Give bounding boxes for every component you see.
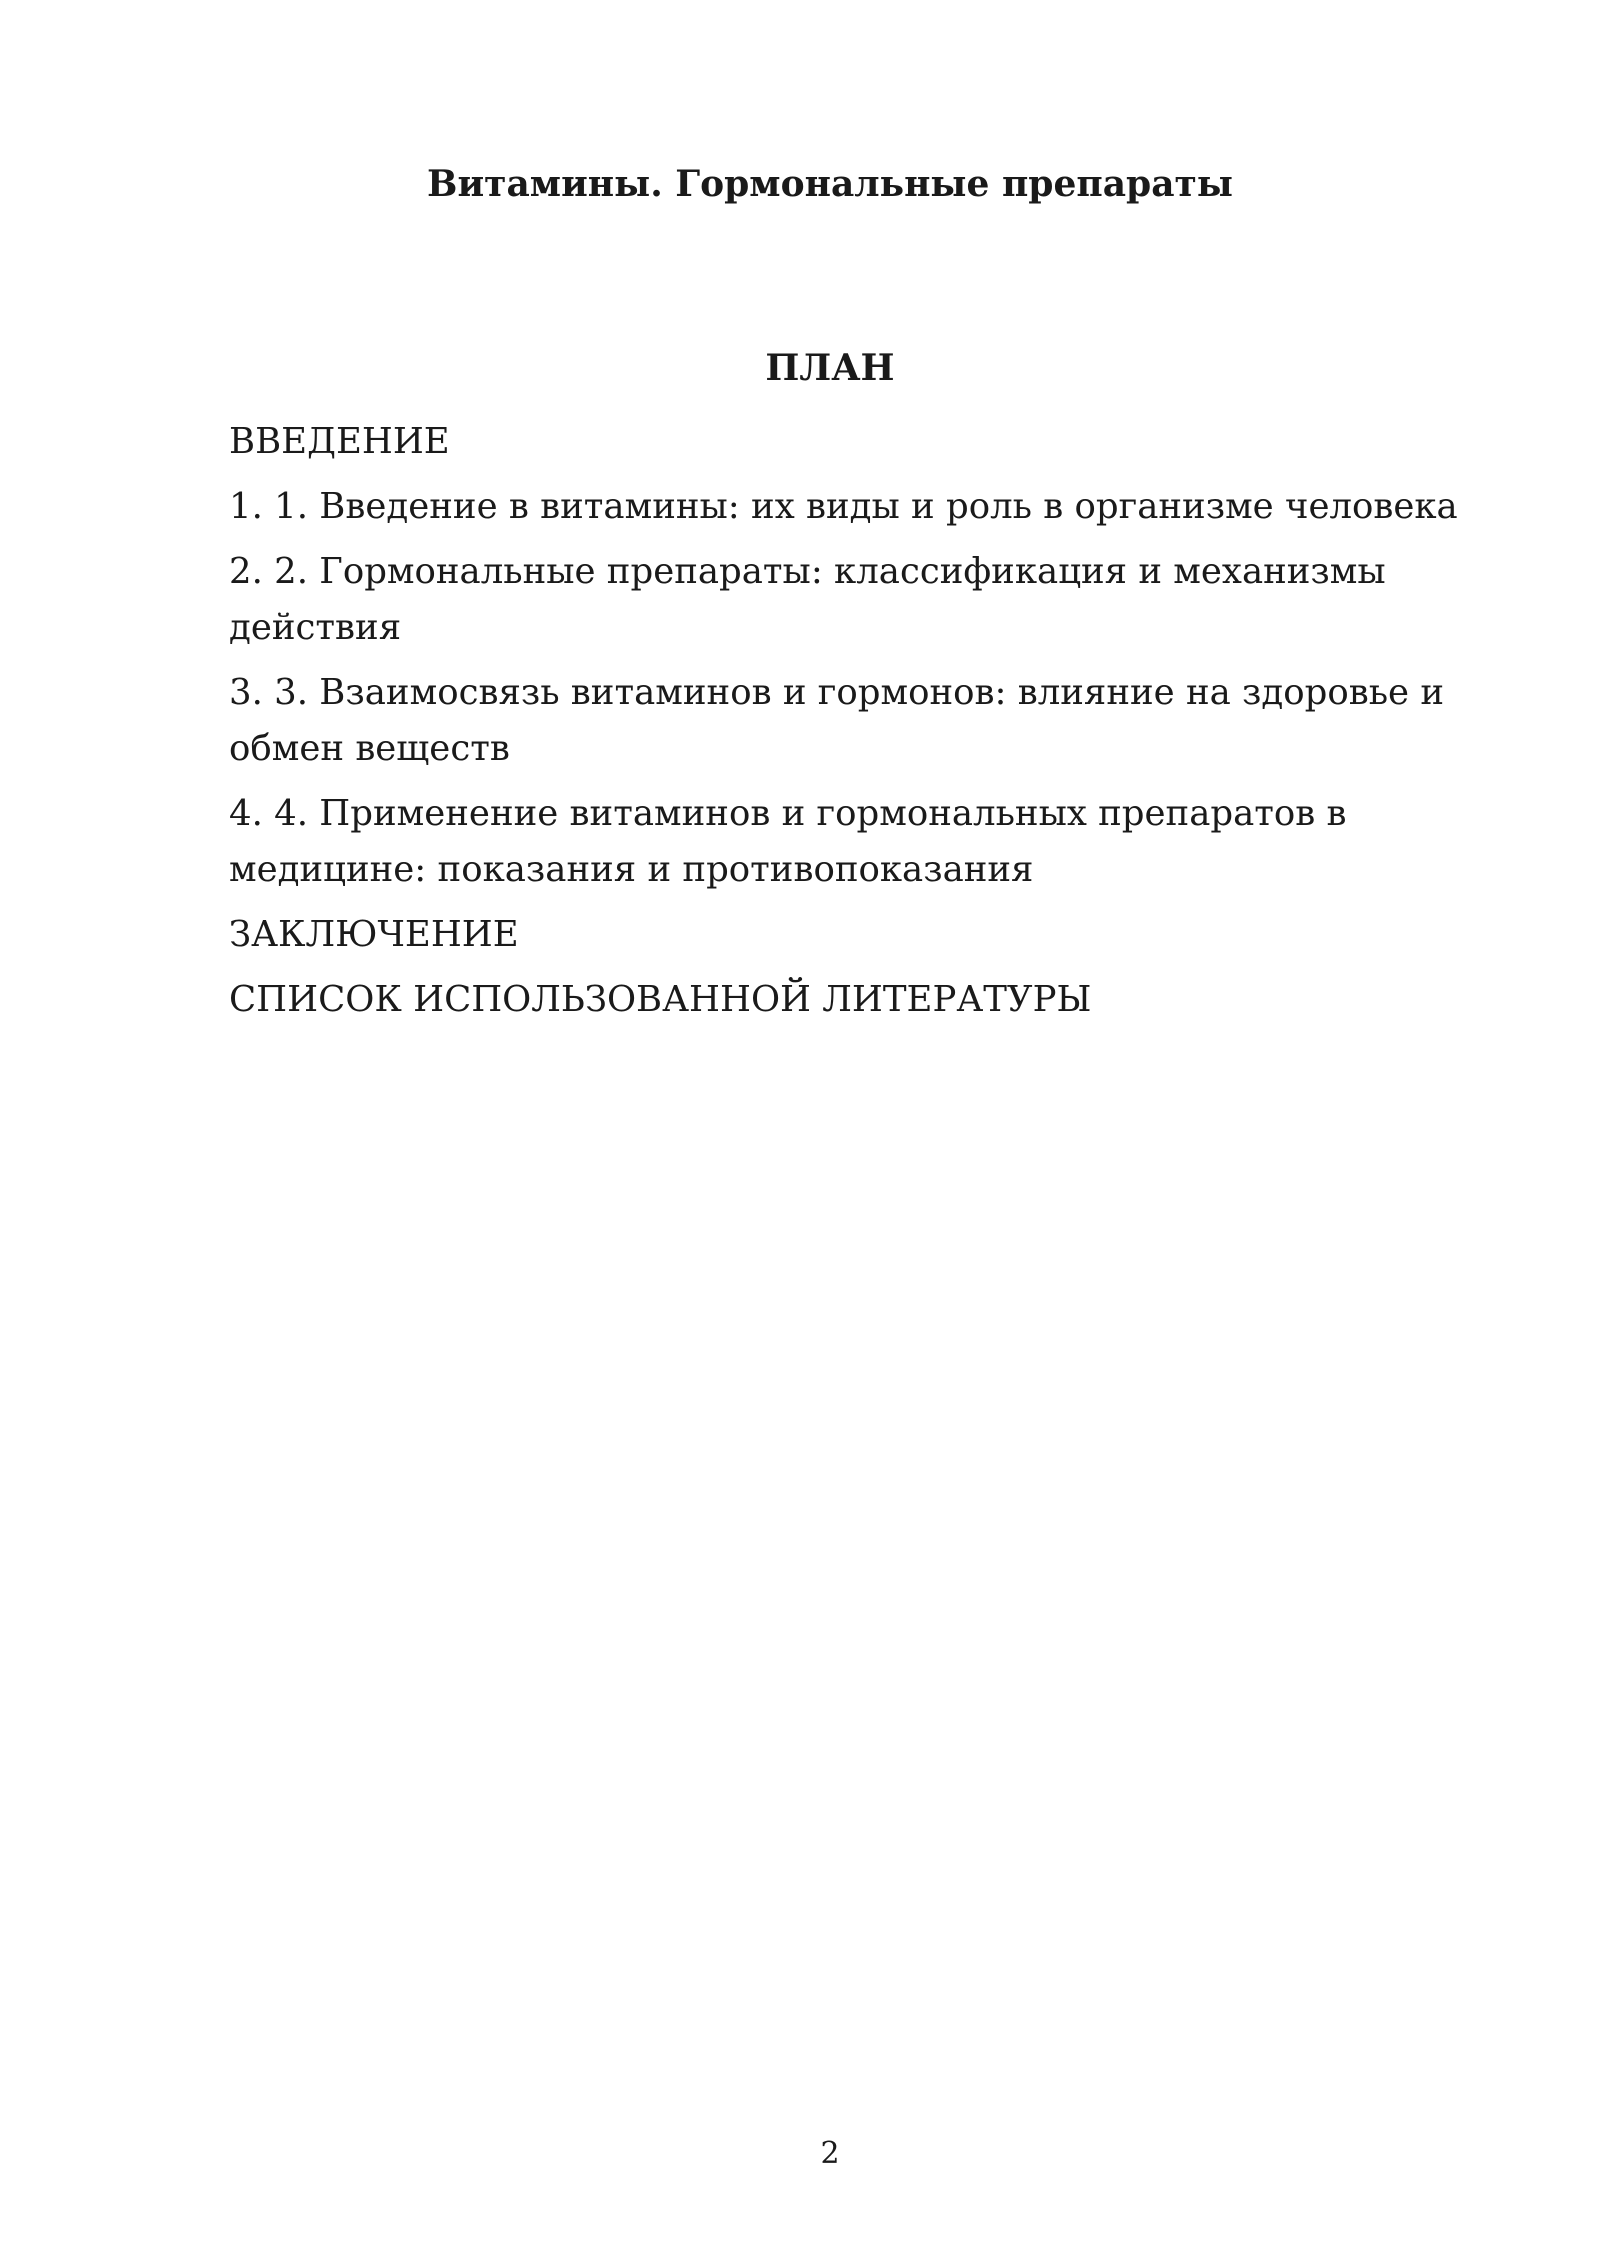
toc-item-references: СПИСОК ИСПОЛЬЗОВАННОЙ ЛИТЕРАТУРЫ (229, 979, 1092, 1020)
toc-item-conclusion: ЗАКЛЮЧЕНИЕ (229, 914, 519, 955)
toc-item-4: 4. 4. Применение витаминов и гормональных препаратов в медицине: показания и противопоказания (229, 793, 1347, 890)
plan-heading: ПЛАН (765, 347, 895, 389)
toc-item-introduction: ВВЕДЕНИЕ (229, 421, 450, 462)
table-of-contents (229, 414, 1529, 1037)
toc-item-1: 1. 1. Введение в витамины: их виды и роль в организме человека (229, 486, 1458, 527)
page-number: 2 (820, 2136, 840, 2171)
document-title: Витамины. Гормональные препараты (427, 163, 1233, 205)
toc-item-2: 2. 2. Гормональные препараты: классификация и механизмы действия (229, 551, 1386, 648)
toc-item-3: 3. 3. Взаимосвязь витаминов и гормонов: влияние на здоровье и обмен веществ (229, 672, 1445, 769)
